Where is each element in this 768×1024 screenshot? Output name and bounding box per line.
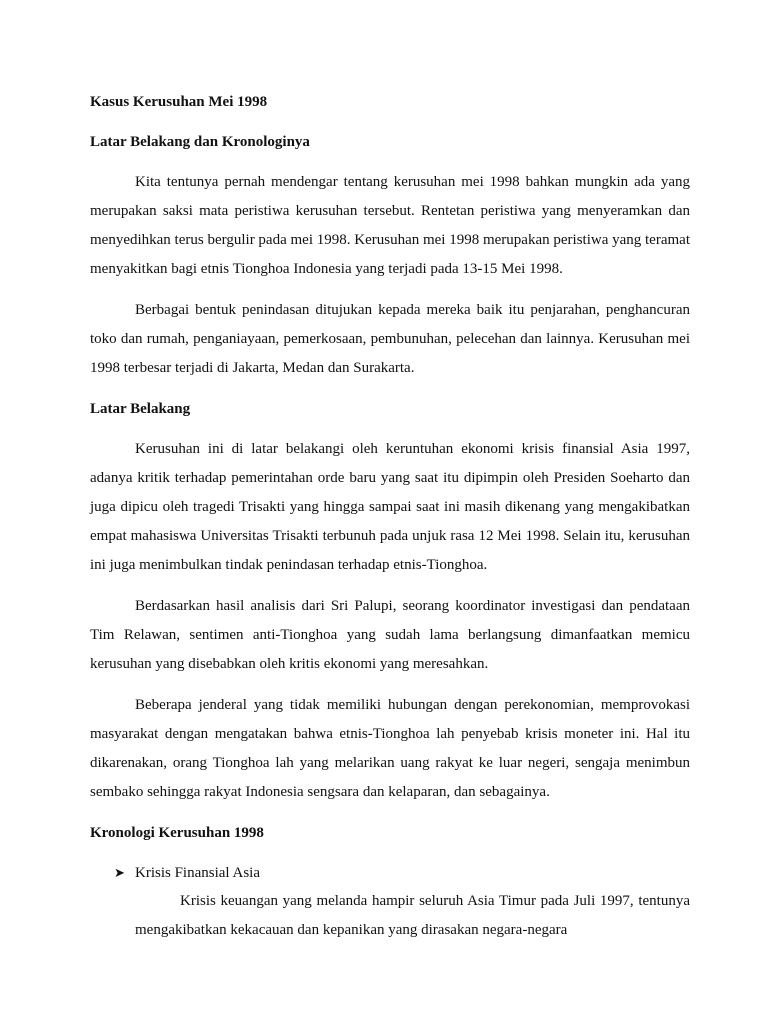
bullet-label: Krisis Finansial Asia (135, 865, 261, 881)
document-page (90, 88, 690, 945)
arrowhead-bullet-icon: ➤ (114, 865, 125, 880)
paragraph: Beberapa jenderal yang tidak memiliki hubungan dengan perekonomian, memprovokasi masyarakat dengan mengatakan bahwa etnis-Tionghoa lah penyebab krisis moneter ini. Hal itu dikarenakan, orang Tionghoa lah yang melarikan uang rakyat ke luar negeri, sengaja menimbun sembako sehingga rakyat Indonesia sengsara dan kelaparan, dan sebagainya. (90, 697, 690, 800)
document-title: Kasus Kerusuhan Mei 1998 (90, 94, 268, 110)
paragraph: Berdasarkan hasil analisis dari Sri Palupi, seorang koordinator investigasi dan pendataan Tim Relawan, sentimen anti-Tionghoa yang sudah lama berlangsung dimanfaatkan memicu kerusuhan yang disebabkan oleh kritis ekonomi yang meresahkan. (90, 598, 690, 672)
bullet-paragraph: Krisis keuangan yang melanda hampir seluruh Asia Timur pada Juli 1997, tentunya mengakibatkan kekacauan dan kepanikan yang dirasakan negara-negara (135, 893, 690, 938)
paragraph: Berbagai bentuk penindasan ditujukan kepada mereka baik itu penjarahan, penghancuran toko dan rumah, penganiayaan, pemerkosaan, pembunuhan, pelecehan dan lainnya. Kerusuhan mei 1998 terbesar terjadi di Jakarta, Medan dan Surakarta. (90, 302, 690, 376)
section-heading-kronologi: Kronologi Kerusuhan 1998 (90, 825, 264, 841)
bullet-item (90, 859, 690, 887)
section-heading-latar-belakang: Latar Belakang (90, 401, 191, 417)
section-heading-latar-belakang-kronologi: Latar Belakang dan Kronologinya (90, 134, 310, 150)
paragraph: Kerusuhan ini di latar belakangi oleh keruntuhan ekonomi krisis finansial Asia 1997, adanya kritik terhadap pemerintahan orde baru yang saat itu dipimpin oleh Presiden Soeharto dan juga dipicu oleh tragedi Trisakti yang hingga sampai saat ini masih dikenang yang mengakibatkan empat mahasiswa Universitas Trisakti terbunuh pada unjuk rasa 12 Mei 1998. Selain itu, kerusuhan ini juga menimbulkan tindak penindasan terhadap etnis-Tionghoa. (90, 441, 690, 573)
paragraph: Kita tentunya pernah mendengar tentang kerusuhan mei 1998 bahkan mungkin ada yang merupakan saksi mata peristiwa kerusuhan tersebut. Rentetan peristiwa yang menyeramkan dan menyedihkan terus bergulir pada mei 1998. Kerusuhan mei 1998 merupakan peristiwa yang teramat menyakitkan bagi etnis Tionghoa Indonesia yang terjadi pada 13-15 Mei 1998. (90, 174, 690, 277)
